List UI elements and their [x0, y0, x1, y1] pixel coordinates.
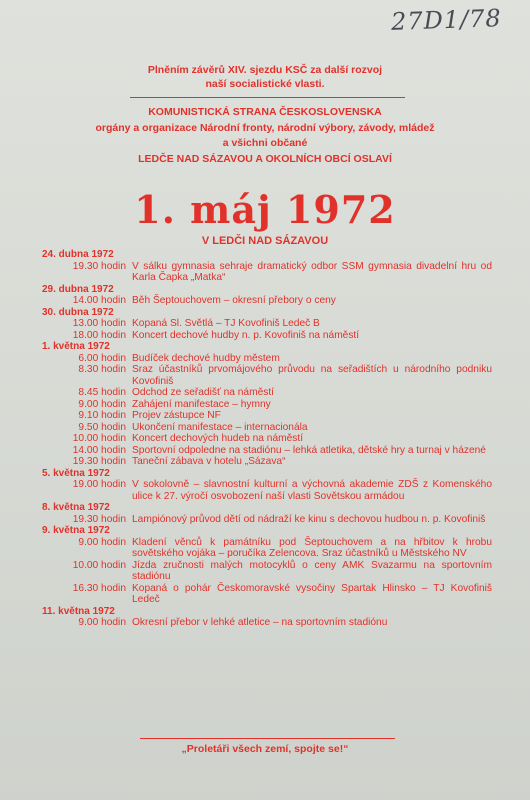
event-description: Jízda zručnosti malých motocyklů o ceny AMK Svazarmu na sportovním stadiónu: [132, 559, 492, 582]
program-event: [42, 318, 492, 330]
event-description: V sálku gymnasia sehraje dramatický odbor SSM gymnasia divadelní hru od Karla Čapka „Matka“: [132, 260, 492, 283]
program-event: [42, 514, 492, 526]
event-time: 9.00 hodin: [78, 617, 126, 628]
event-description: Koncert dechových hudeb na náměstí: [132, 433, 304, 444]
event-description: Taneční zábava v hotelu „Sázava“: [132, 456, 286, 467]
program-event: [42, 560, 492, 583]
event-description: Kopaná o pohár Českomoravské vysočiny Spartak Hlinsko – TJ Kovofiniš Ledeč: [132, 582, 492, 605]
program-date: 30. dubna 1972: [42, 306, 114, 318]
closing-slogan: „Proletáři všech zemí, spojte se!“: [181, 743, 349, 755]
event-description: Lampiónový průvod dětí od nádraží ke kinu s dechovou hudbou n. p. Kovofiniš: [132, 513, 486, 525]
motto-line: naší socialistické vlasti.: [205, 78, 325, 90]
event-description: Kladení věnců k památníku pod Šeptouchovem a na hřbitov k hrobu sovětského vojáka – poručíka Zelencova. Sraz účastníků u Městského NV: [132, 536, 492, 559]
event-time: 19.30 hodin: [72, 456, 126, 467]
program-date: 24. dubna 1972: [42, 249, 114, 260]
event-time: 9.00 hodin: [78, 536, 126, 548]
program-date: 1. května 1972: [42, 341, 110, 352]
event-time: 14.00 hodin: [72, 444, 126, 456]
event-time: 19.00 hodin: [72, 479, 126, 490]
program-event: [42, 617, 492, 629]
event-time: 9.10 hodin: [78, 410, 126, 421]
event-description: Ukončení manifestace – internacionála: [132, 421, 308, 433]
event-time: 19.30 hodin: [72, 260, 126, 272]
divider: [140, 738, 395, 739]
event-time: 19.30 hodin: [72, 513, 126, 525]
event-time: 16.30 hodin: [72, 582, 126, 594]
page-title: 1. máj 1972: [134, 187, 396, 232]
event-time: 18.00 hodin: [72, 329, 126, 341]
event-description: V sokolovně – slavnostní kulturní a výchovná akademie ZDŠ z Komenského ulice k 27. výročí osvobození naší vlasti Sovětskou armádou: [132, 479, 492, 502]
event-time: 8.30 hodin: [78, 364, 126, 375]
program-event: [42, 410, 492, 422]
program-date: 8. května 1972: [42, 502, 110, 513]
event-description: Projev zástupce NF: [132, 410, 221, 421]
event-description: Okresní přebor v lehké atletice – na sportovním stadiónu: [132, 617, 388, 628]
program-event: [42, 295, 492, 307]
organizers-line: a všichni občané: [222, 137, 308, 149]
event-time: 8.45 hodin: [78, 387, 126, 398]
event-description: Koncert dechové hudby n. p. Kovofiniš na náměstí: [132, 329, 360, 341]
event-time: 13.00 hodin: [72, 318, 126, 329]
event-time: 9.00 hodin: [78, 398, 126, 410]
event-description: Budíček dechové hudby městem: [132, 352, 280, 364]
program-date: 29. dubna 1972: [42, 283, 114, 295]
program-event: [42, 422, 492, 434]
program-event: [42, 445, 492, 457]
event-time: 6.00 hodin: [78, 352, 126, 364]
program-event: [42, 537, 492, 560]
program-date: 11. května 1972: [42, 605, 115, 617]
celebration-line: LEDČE NAD SÁZAVOU A OKOLNÍCH OBCÍ OSLAVÍ: [138, 152, 392, 165]
event-description: Zahájení manifestace – hymny: [132, 398, 271, 410]
program-event: [42, 583, 492, 606]
program-event: [42, 364, 492, 387]
motto: [0, 63, 530, 91]
motto-line: Plněním závěrů XIV. sjezdu KSČ za další rozvoj: [147, 64, 383, 76]
event-description: Kopaná Sl. Světlá – TJ Kovofiniš Ledeč B: [132, 318, 320, 329]
program-date: 5. května 1972: [42, 467, 110, 479]
program-event: [42, 387, 492, 399]
event-time: 10.00 hodin: [72, 559, 126, 571]
event-description: Odchod ze seřadišť na náměstí: [132, 387, 274, 398]
event-description: Sraz účastníků prvomájového průvodu na seřadištích u národního podniku Kovofiniš: [132, 364, 492, 387]
event-description: Sportovní odpoledne na stadiónu – lehká atletika, dětské hry a turnaj v házené: [132, 444, 486, 456]
event-description: Běh Šeptouchovem – okresní přebory o ceny: [132, 295, 336, 306]
program-event: [42, 399, 492, 411]
divider: [130, 97, 405, 98]
program-event: [42, 330, 492, 342]
program-event: [42, 433, 492, 445]
event-time: 9.50 hodin: [78, 421, 126, 433]
handwritten-note: 27D1/78: [390, 4, 503, 36]
program-event: [42, 261, 492, 284]
program-event: [42, 479, 492, 502]
event-time: 10.00 hodin: [72, 433, 126, 444]
event-time: 14.00 hodin: [72, 295, 126, 306]
organizers-header: [0, 105, 530, 167]
organizers-line: orgány a organizace Národní fronty, národní výbory, závody, mládež: [95, 121, 435, 134]
program-event: [42, 456, 492, 468]
party-name: KOMUNISTICKÁ STRANA ČESKOSLOVENSKA: [148, 106, 382, 118]
subtitle: V LEDČI NAD SÁZAVOU: [201, 235, 329, 247]
program-list: [42, 249, 492, 629]
program-date: 9. května 1972: [42, 525, 110, 536]
program-event: [42, 353, 492, 365]
